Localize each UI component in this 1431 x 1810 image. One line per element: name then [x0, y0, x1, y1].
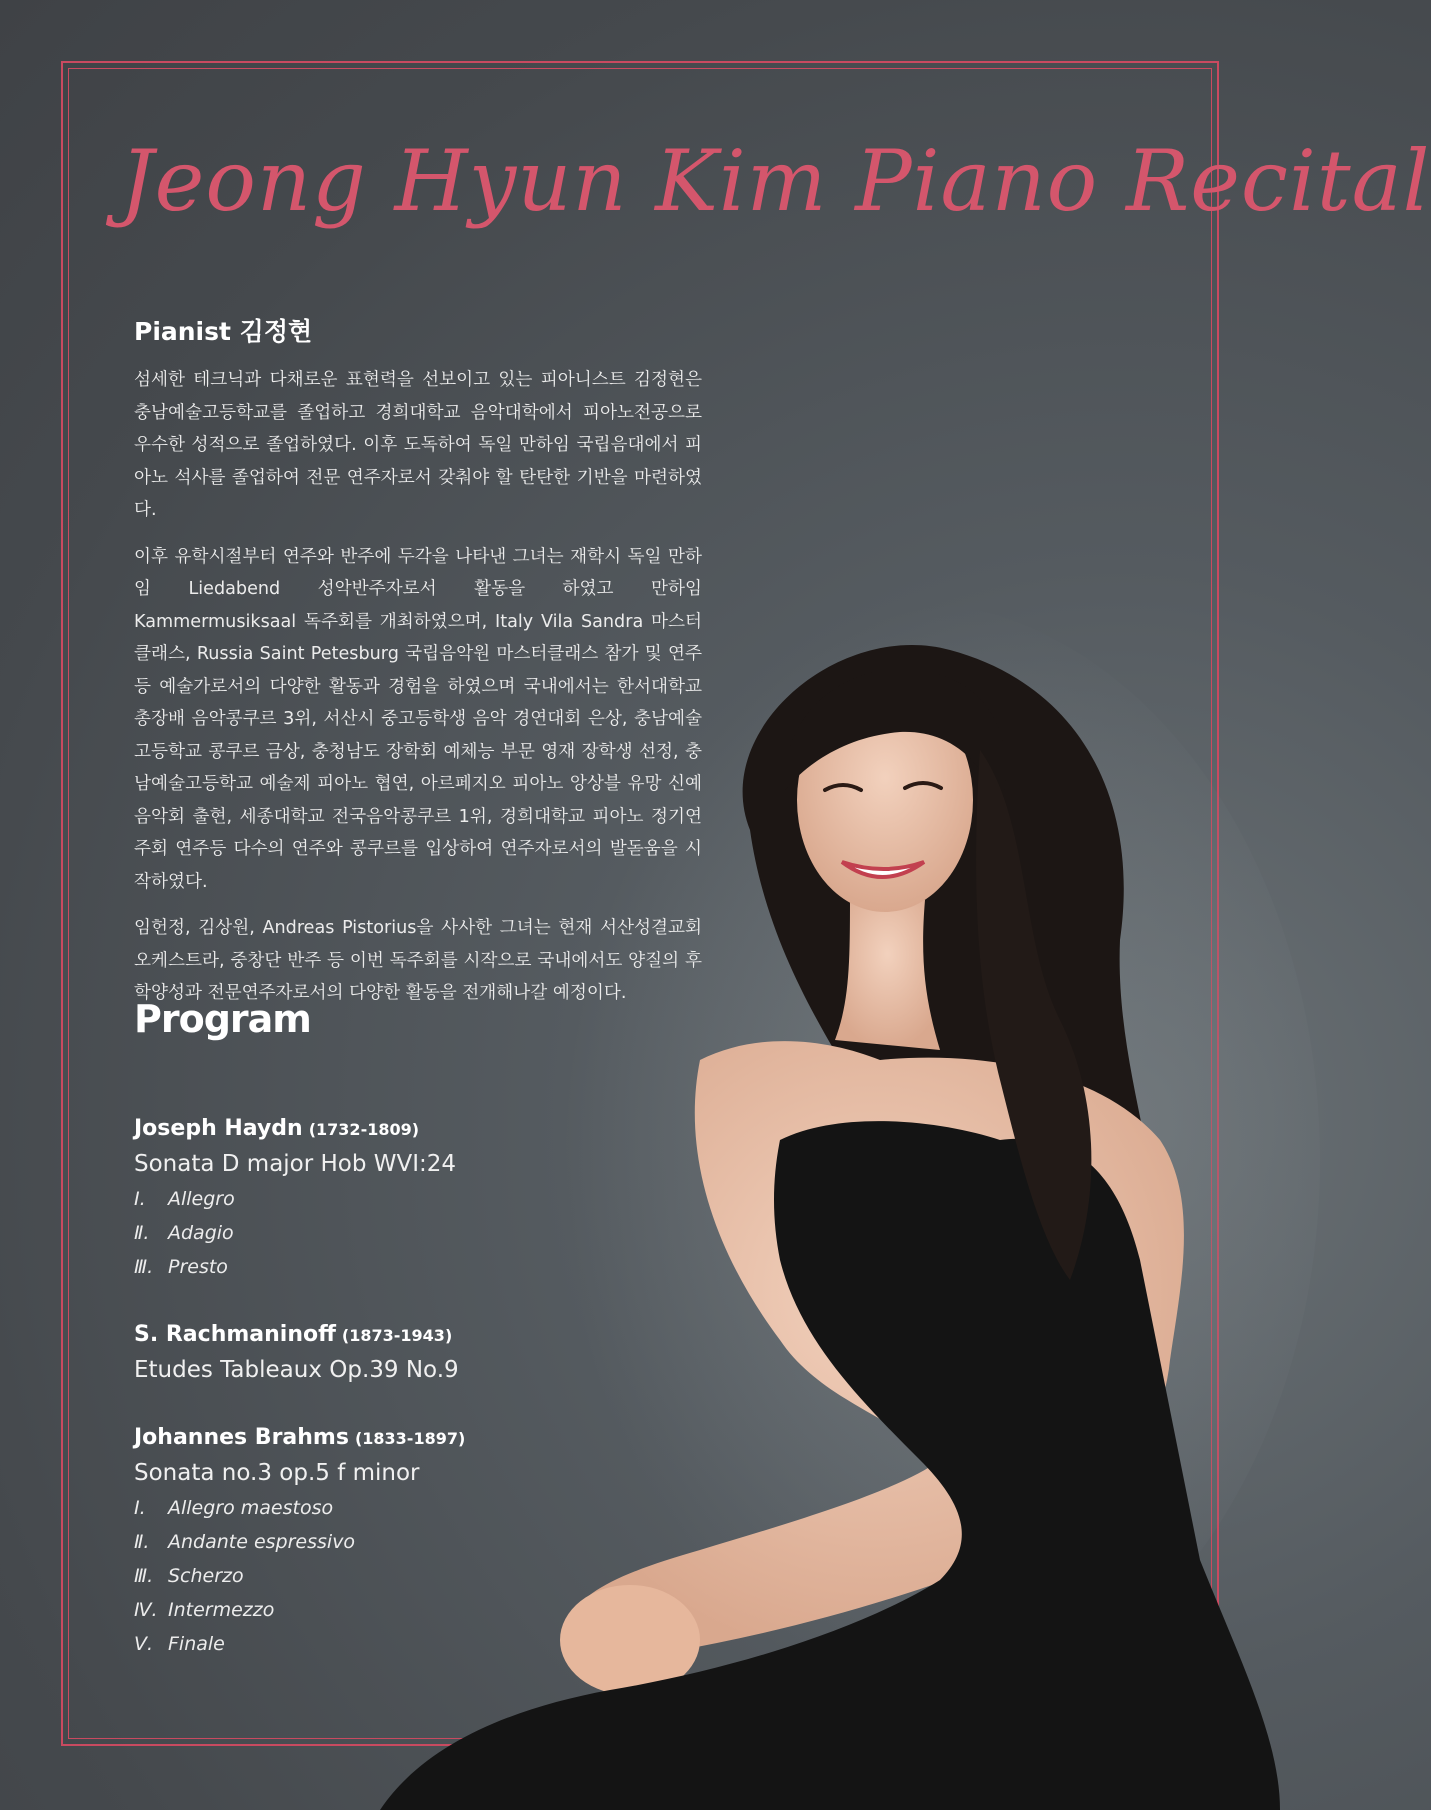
- movement-numeral: Ⅴ.: [134, 1633, 154, 1655]
- movement-name: Intermezzo: [168, 1599, 275, 1621]
- bio-paragraph-1: 섬세한 테크닉과 다채로운 표현력을 선보이고 있는 피아니스트 김정현은 충남예술고등학교를 졸업하고 경희대학교 음악대학에서 피아노전공으로 우수한 성적으로 졸업하였다. 이후 도독하여 독일 만하임 국립음대에서 피아노 석사를 졸업하여 전문 연주자로서 갖춰야 할 탄탄한 기반을 마련하였다.: [134, 370, 702, 520]
- bio-text: [134, 364, 702, 1024]
- program-piece-rachmaninoff: [134, 1318, 634, 1388]
- movement-item: [134, 1250, 634, 1284]
- work-title: Sonata D major Hob WVI:24: [134, 1151, 457, 1177]
- composer-line: [134, 1421, 634, 1455]
- movement-item: [134, 1525, 634, 1559]
- bio-paragraph-3: 임헌정, 김상원, Andreas Pistorius을 사사한 그녀는 현재 서산성결교회 오케스트라, 중창단 반주 등 이번 독주회를 시작으로 국내에서도 양질의 후학양성과 전문연주자로서의 다양한 활동을 전개해나갈 예정이다.: [134, 918, 702, 1003]
- movement-item: [134, 1593, 634, 1627]
- movement-item: [134, 1627, 634, 1661]
- composer-line: [134, 1112, 634, 1146]
- movement-item: [134, 1182, 634, 1216]
- movement-name: Adagio: [168, 1222, 234, 1244]
- movement-item: [134, 1559, 634, 1593]
- program-piece-haydn: [134, 1112, 634, 1284]
- movement-item: [134, 1491, 634, 1525]
- movement-name: Finale: [168, 1633, 225, 1655]
- movement-numeral: Ⅳ.: [134, 1599, 158, 1621]
- movement-name: Allegro maestoso: [168, 1497, 334, 1519]
- program-heading: Program: [134, 997, 311, 1041]
- movement-numeral: Ⅱ.: [134, 1531, 150, 1553]
- composer-years: (1873-1943): [341, 1326, 453, 1345]
- movement-name: Andante espressivo: [168, 1531, 356, 1553]
- recital-title: Jeong Hyun Kim Piano Recital: [120, 132, 1431, 230]
- program-piece-brahms: [134, 1421, 634, 1661]
- movement-numeral: Ⅲ.: [134, 1256, 154, 1278]
- composer-years: (1833-1897): [354, 1429, 466, 1448]
- movement-name: Presto: [168, 1256, 228, 1278]
- bio-paragraph-2: 이후 유학시절부터 연주와 반주에 두각을 나타낸 그녀는 재학시 독일 만하임 Liedabend 성악반주자로서 활동을 하였고 만하임 Kammermusiksaal 독주회를 개최하였으며, Italy Vila Sandra 마스터클래스, Russia Saint Petesburg 국립음악원 마스터클래스 참가 및 연주 등 예술가로서의 다양한 활동과 경험을 하였으며 국내에서는 한서대학교 총장배 음악콩쿠르 3위, 서산시 중고등학생 음악 경연대회 은상, 충남예술고등학교 콩쿠르 금상, 충청남도 장학회 예체능 부문 영재 장학생 선정, 충남예술고등학교 예술제 피아노 협연, 아르페지오 피아노 앙상블 유망 신예 음악회 출현, 세종대학교 전국음악콩쿠르 1위, 경희대학교 피아노 정기연주회 연주등 다수의 연주와 콩쿠르를 입상하여 연주자로서의 발돋움을 시작하였다.: [134, 546, 702, 892]
- movement-item: [134, 1216, 634, 1250]
- composer-name: Johannes Brahms: [134, 1425, 349, 1450]
- work-title: Etudes Tableaux Op.39 No.9: [134, 1357, 459, 1383]
- movement-name: Scherzo: [168, 1565, 244, 1587]
- composer-name: Joseph Haydn: [134, 1116, 303, 1141]
- movement-name: Allegro: [168, 1188, 235, 1210]
- work-title: Sonata no.3 op.5 f minor: [134, 1460, 420, 1486]
- bio-heading: Pianist 김정현: [134, 317, 313, 346]
- movement-numeral: Ⅲ.: [134, 1565, 154, 1587]
- movement-numeral: Ⅱ.: [134, 1222, 150, 1244]
- composer-line: [134, 1318, 634, 1352]
- composer-name: S. Rachmaninoff: [134, 1322, 336, 1347]
- composer-years: (1732-1809): [308, 1120, 420, 1139]
- movement-list: [134, 1182, 634, 1284]
- movement-numeral: Ⅰ.: [134, 1497, 146, 1519]
- movement-numeral: Ⅰ.: [134, 1188, 146, 1210]
- movement-list: [134, 1491, 634, 1661]
